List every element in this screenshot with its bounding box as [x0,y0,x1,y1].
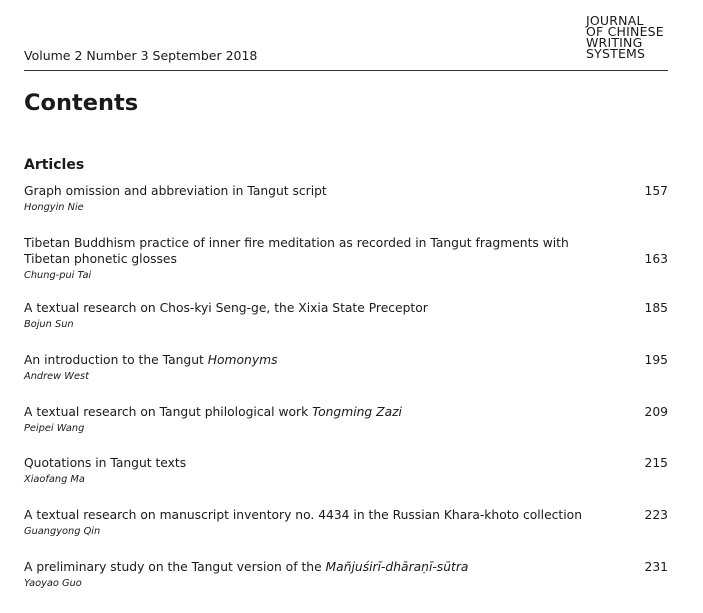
article-author: Bojun Sun [24,319,74,330]
article-author: Yaoyao Guo [24,578,82,589]
article-title-italic: Homonyms [207,353,278,367]
article-title[interactable]: A textual research on Chos-kyi Seng-ge, the Xixia State Preceptor [24,301,428,315]
article-page-number: 163 [644,252,668,266]
article-page-number: 215 [644,456,668,470]
article-title[interactable]: Tibetan Buddhism practice of inner fire meditation as recorded in Tangut fragments with Tibetan phonetic glosses [24,236,569,266]
section-heading: Articles [24,157,85,173]
article-entry[interactable] [24,507,668,539]
article-title[interactable] [24,352,584,368]
header-divider [24,70,668,71]
journal-logo-line: WRITING [586,35,643,50]
volume-info: Volume 2 Number 3 September 2018 [24,48,258,63]
article-title-italic: Tongming Zazi [312,405,402,419]
article-author: Peipei Wang [24,423,85,434]
journal-logo-line: OF CHINESE [586,24,664,39]
article-page-number: 223 [644,508,668,522]
article-title[interactable]: A textual research on manuscript inventory no. 4434 in the Russian Khara-khoto collection [24,508,582,522]
article-entry[interactable] [24,183,668,215]
article-page-number: 231 [644,560,668,574]
article-title-text: An introduction to the Tangut [24,353,208,367]
journal-logo-line: JOURNAL [586,13,644,28]
article-author: Hongyin Nie [24,202,84,213]
article-entry[interactable] [24,235,668,283]
article-title[interactable]: Quotations in Tangut texts [24,456,187,470]
page-title: Contents [24,90,139,116]
article-title[interactable]: Graph omission and abbreviation in Tangut script [24,184,327,198]
article-page-number: 157 [644,184,668,198]
article-author: Chung-pui Tai [24,270,92,281]
article-author: Andrew West [24,371,89,382]
article-page-number: 185 [644,301,668,315]
article-author: Guangyong Qin [24,526,101,537]
article-entry[interactable] [24,352,668,384]
article-title-text: A preliminary study on the Tangut version of the [24,560,326,574]
article-entry[interactable] [24,404,668,436]
article-page-number: 195 [644,353,668,367]
article-entry[interactable] [24,455,668,487]
article-author: Xiaofang Ma [24,474,85,485]
article-title[interactable] [24,559,584,575]
article-title[interactable] [24,404,584,420]
journal-logo [586,15,664,59]
article-title-text: A textual research on Tangut philological work [24,405,313,419]
article-entry[interactable] [24,300,668,332]
journal-logo-line: SYSTEMS [586,46,646,61]
article-page-number: 209 [644,405,668,419]
article-title-italic: Mañjuśirī-dhāraṇī-sūtra [325,560,469,574]
article-entry[interactable] [24,559,668,591]
